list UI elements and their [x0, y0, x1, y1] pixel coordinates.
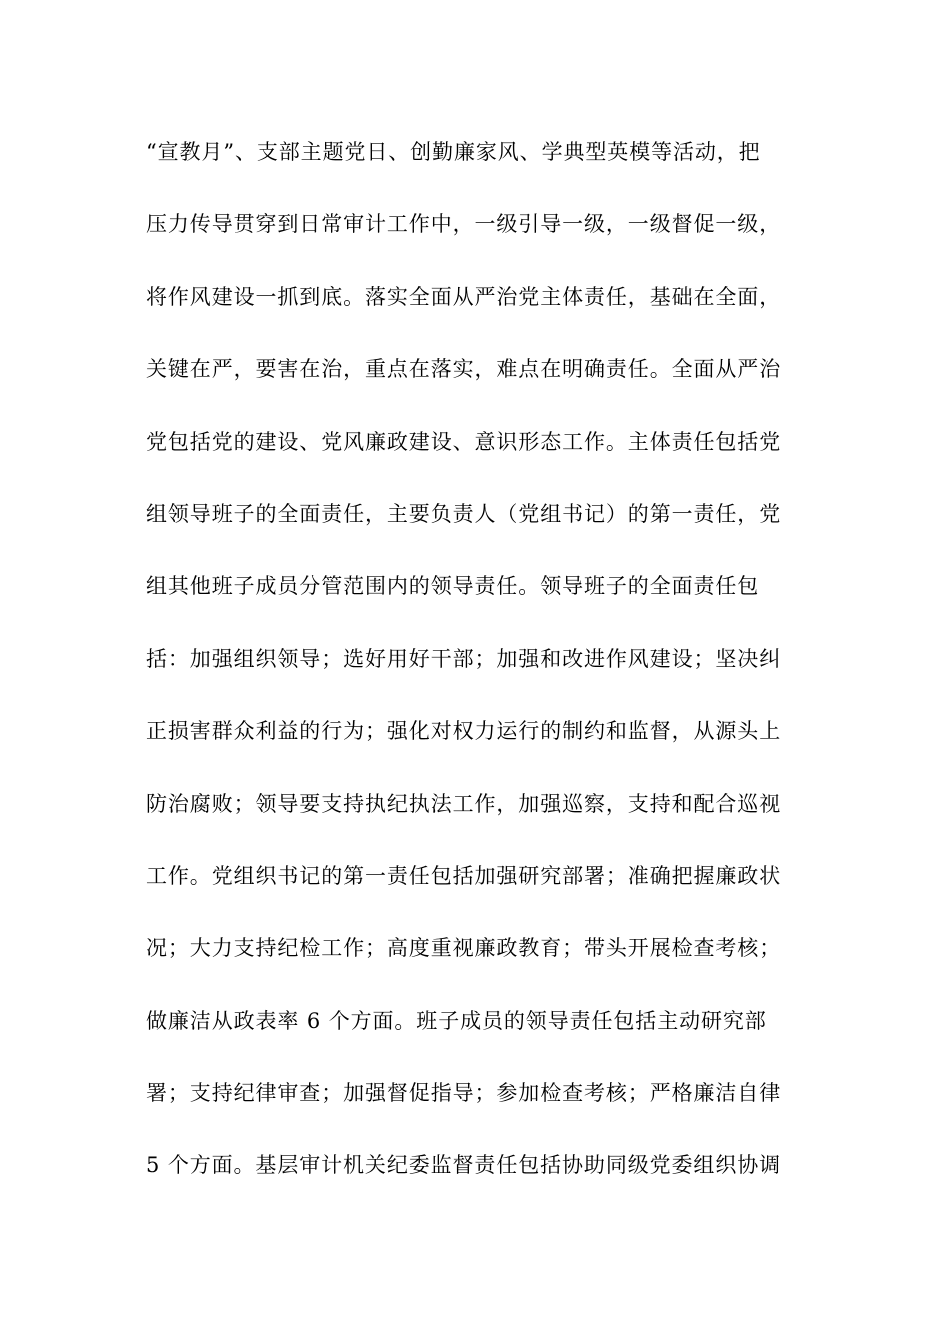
text-line-2: 压力传导贯穿到日常审计工作中，一级引导一级，一级督促一级，: [146, 212, 782, 237]
text-line-12: 况；大力支持纪检工作；高度重视廉政教育；带头开展检查考核；: [146, 936, 782, 961]
body-paragraph: [146, 132, 806, 1218]
text-line-4: 关键在严，要害在治，重点在落实，难点在明确责任。全面从严治: [146, 357, 782, 382]
text-line-9: 正损害群众利益的行为；强化对权力运行的制约和监督，从源头上: [146, 719, 782, 744]
text-line-5: 党包括党的建设、党风廉政建设、意识形态工作。主体责任包括党: [146, 429, 782, 454]
text-line-6: 组领导班子的全面责任，主要负责人（党组书记）的第一责任，党: [146, 501, 782, 526]
text-line-1: “宣教月”、支部主题党日、创勤廉家风、学典型英模等活动，把: [146, 140, 761, 164]
text-line-11: 工作。党组织书记的第一责任包括加强研究部署；准确把握廉政状: [146, 863, 782, 888]
text-line-3: 将作风建设一抓到底。落实全面从严治党主体责任，基础在全面，: [146, 284, 782, 309]
text-line-8: 括：加强组织领导；选好用好干部；加强和改进作风建设；坚决纠: [146, 646, 782, 671]
text-line-10: 防治腐败；领导要支持执纪执法工作，加强巡察，支持和配合巡视: [146, 791, 782, 816]
text-line-13: 做廉洁从政表率 6 个方面。班子成员的领导责任包括主动研究部: [146, 1008, 767, 1033]
text-line-15: 5 个方面。基层审计机关纪委监督责任包括协助同级党委组织协调: [146, 1153, 782, 1178]
text-line-7: 组其他班子成员分管范围内的领导责任。领导班子的全面责任包: [146, 574, 760, 599]
text-line-14: 署；支持纪律审查；加强督促指导；参加检查考核；严格廉洁自律: [146, 1081, 782, 1106]
